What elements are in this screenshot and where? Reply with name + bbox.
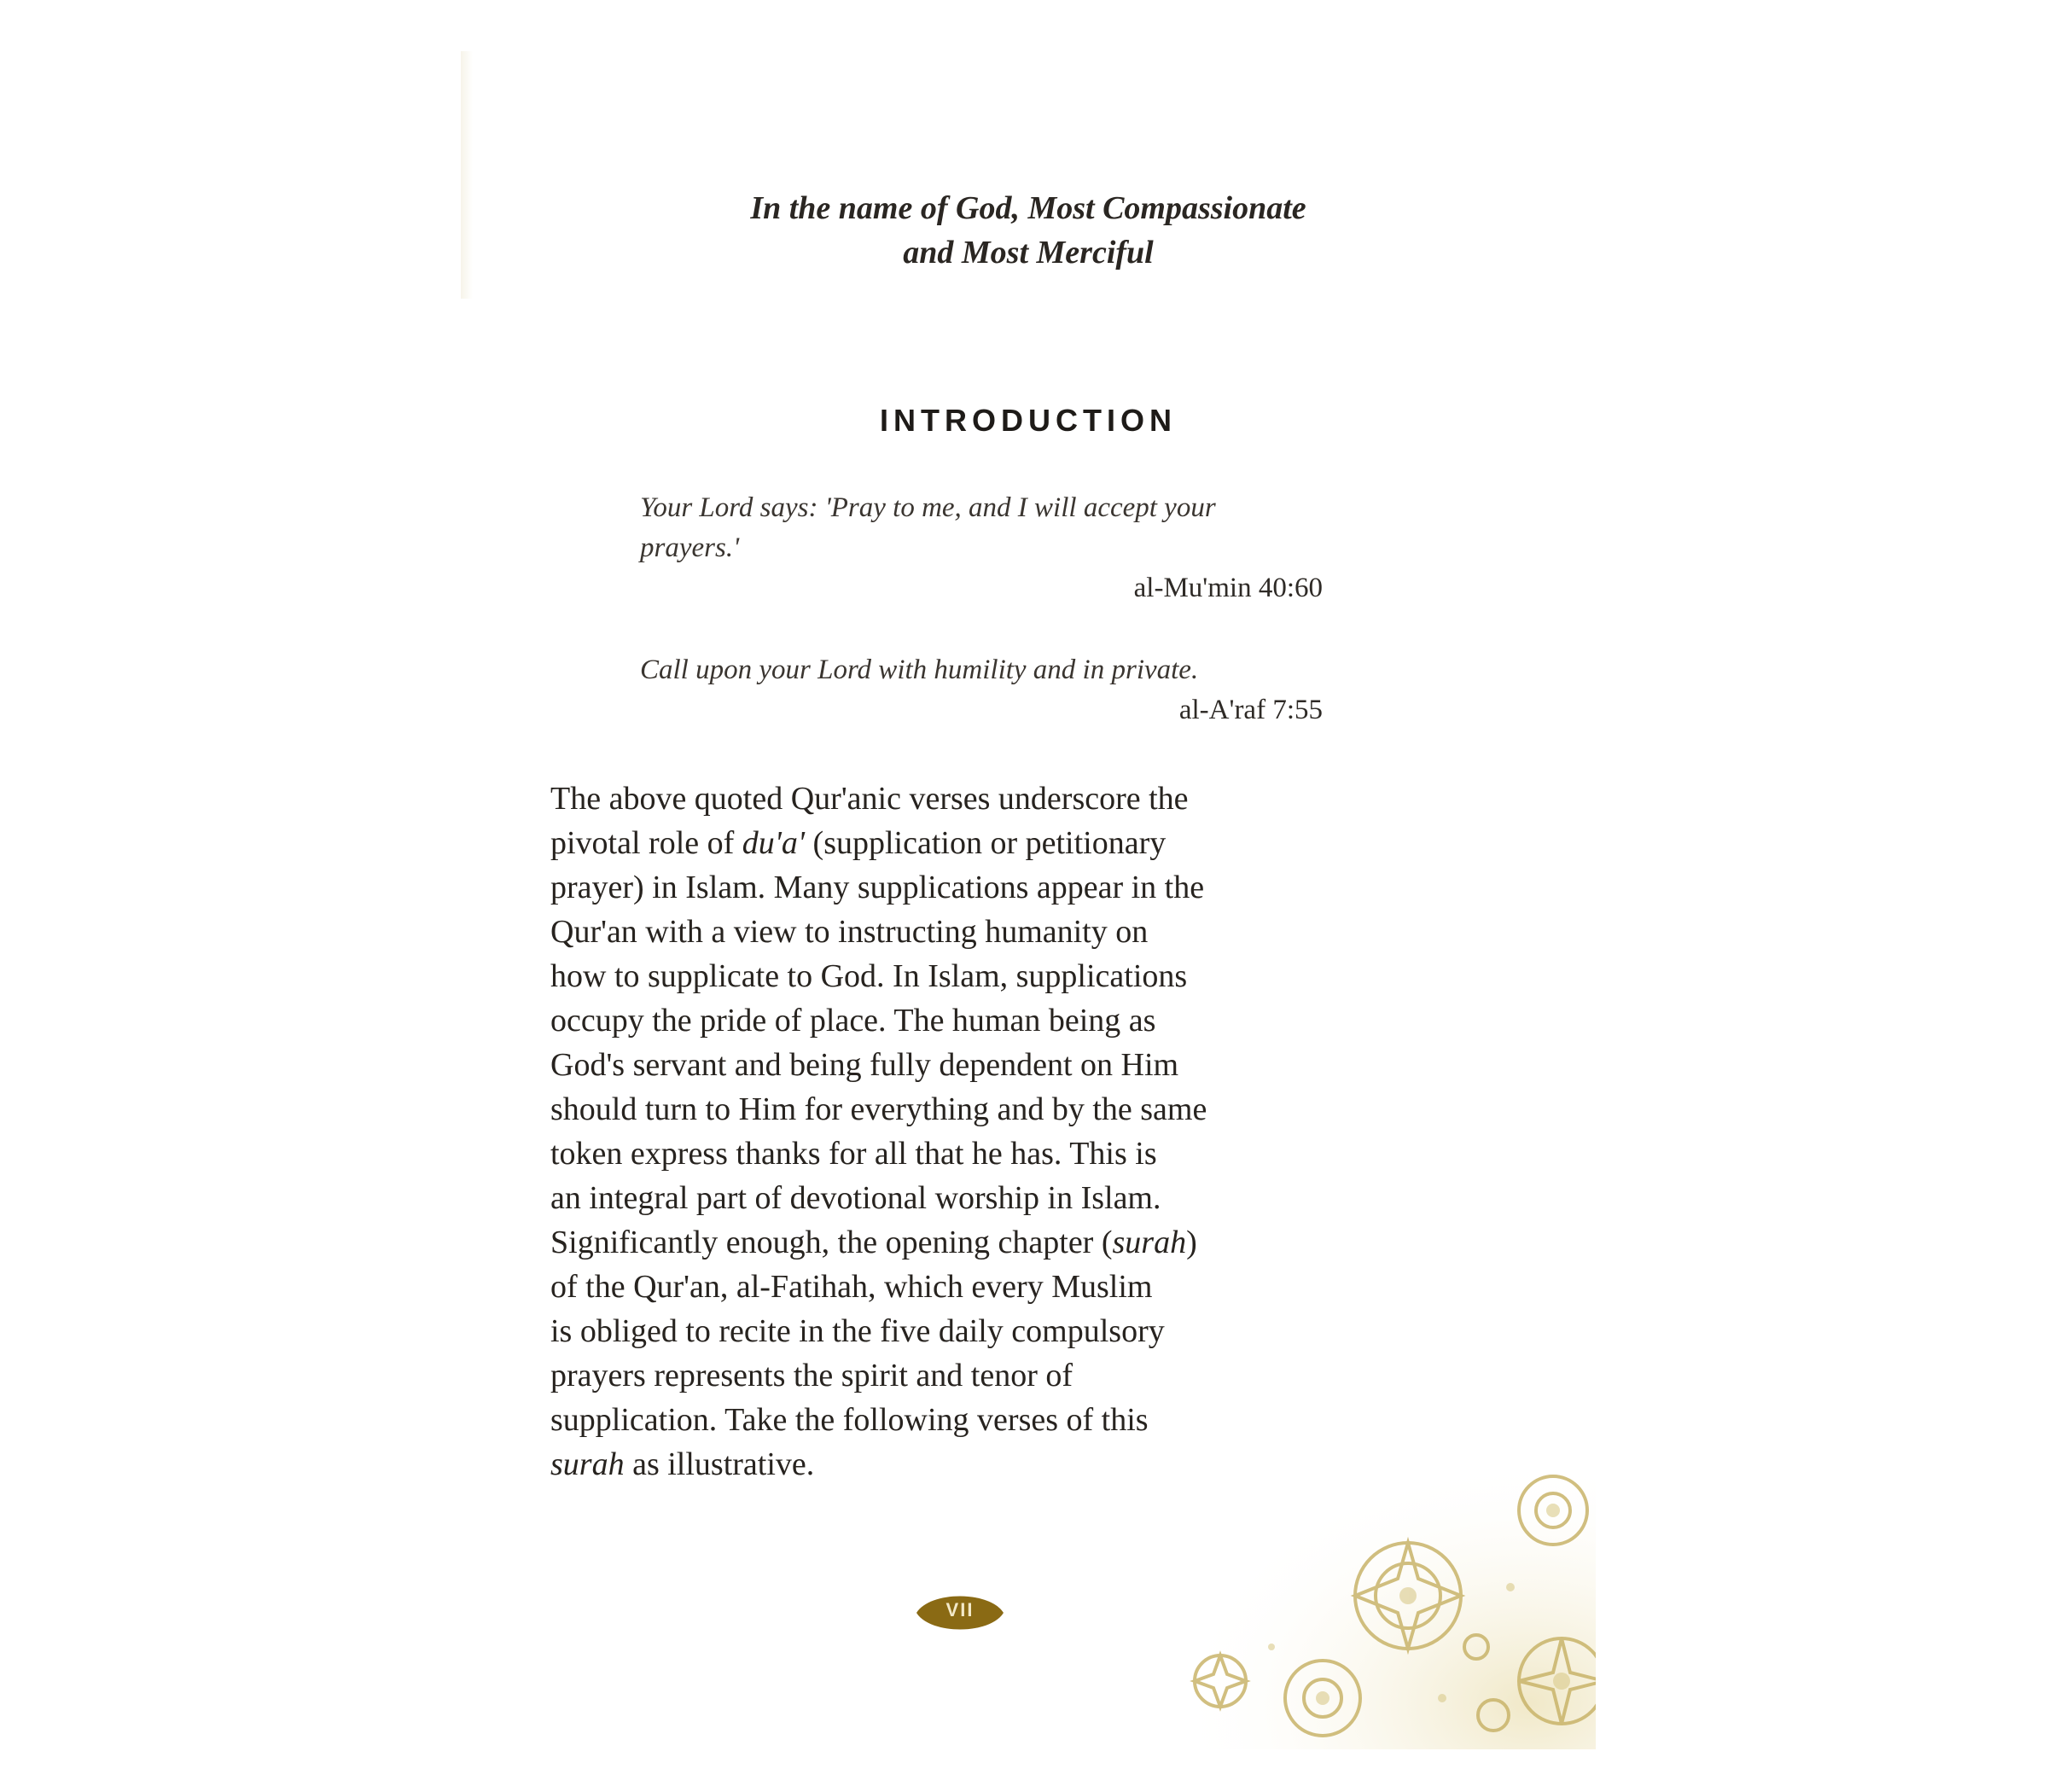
body-line: of the Qur'an, al-Fatihah, which every Muslim bbox=[550, 1269, 1153, 1305]
body-line: how to supplicate to God. In Islam, supplications bbox=[550, 958, 1188, 994]
chapter-heading: INTRODUCTION bbox=[880, 403, 1177, 438]
body-text: pivotal role of bbox=[550, 825, 742, 861]
quote-2 bbox=[640, 650, 1323, 730]
quote-1 bbox=[640, 488, 1323, 608]
body-text: as illustrative. bbox=[624, 1446, 815, 1482]
body-line: prayer) in Islam. Many supplications appear in the bbox=[550, 870, 1205, 905]
body-line: token express thanks for all that he has. This is bbox=[550, 1136, 1157, 1172]
page-number-badge bbox=[913, 1585, 1007, 1640]
body-text: ) bbox=[1186, 1225, 1197, 1260]
basmala-line-2: and Most Merciful bbox=[903, 235, 1154, 271]
body-line: is obliged to recite in the five daily compulsory bbox=[550, 1313, 1165, 1349]
page-number: VII bbox=[945, 1599, 975, 1620]
body-line bbox=[550, 1220, 1455, 1265]
body-italic-term: surah bbox=[1112, 1225, 1187, 1260]
basmala bbox=[461, 186, 1596, 275]
quote-2-line-1: Call upon your Lord with humility and in private. bbox=[640, 655, 1199, 685]
quote-1-line-2: prayers.' bbox=[640, 532, 740, 563]
quote-1-line-1: Your Lord says: 'Pray to me, and I will accept your bbox=[640, 492, 1216, 523]
body-line bbox=[550, 821, 1455, 865]
quote-2-reference: al-A'raf 7:55 bbox=[1178, 695, 1323, 725]
body-line: The above quoted Qur'anic verses underscore the bbox=[550, 781, 1189, 817]
body-text: (supplication or petitionary bbox=[805, 825, 1167, 861]
basmala-line-1: In the name of God, Most Compassionate bbox=[750, 190, 1306, 226]
body-paragraph bbox=[550, 777, 1455, 1487]
body-line: God's servant and being fully dependent on Him bbox=[550, 1047, 1179, 1083]
body-line: prayers represents the spirit and tenor of bbox=[550, 1358, 1073, 1393]
quote-1-reference: al-Mu'min 40:60 bbox=[1133, 573, 1323, 603]
body-text: Significantly enough, the opening chapter ( bbox=[550, 1225, 1113, 1260]
floral-ornament-icon bbox=[1152, 1442, 1596, 1749]
body-line: an integral part of devotional worship in Islam. bbox=[550, 1180, 1161, 1216]
body-italic-term: surah bbox=[550, 1446, 625, 1482]
body-line: occupy the pride of place. The human being as bbox=[550, 1003, 1156, 1039]
book-page bbox=[461, 51, 1596, 1749]
body-line: should turn to Him for everything and by the same bbox=[550, 1091, 1207, 1127]
body-line: supplication. Take the following verses of this bbox=[550, 1402, 1149, 1438]
body-line: Qur'an with a view to instructing humanity on bbox=[550, 914, 1149, 950]
body-italic-term: du'a' bbox=[742, 825, 806, 861]
